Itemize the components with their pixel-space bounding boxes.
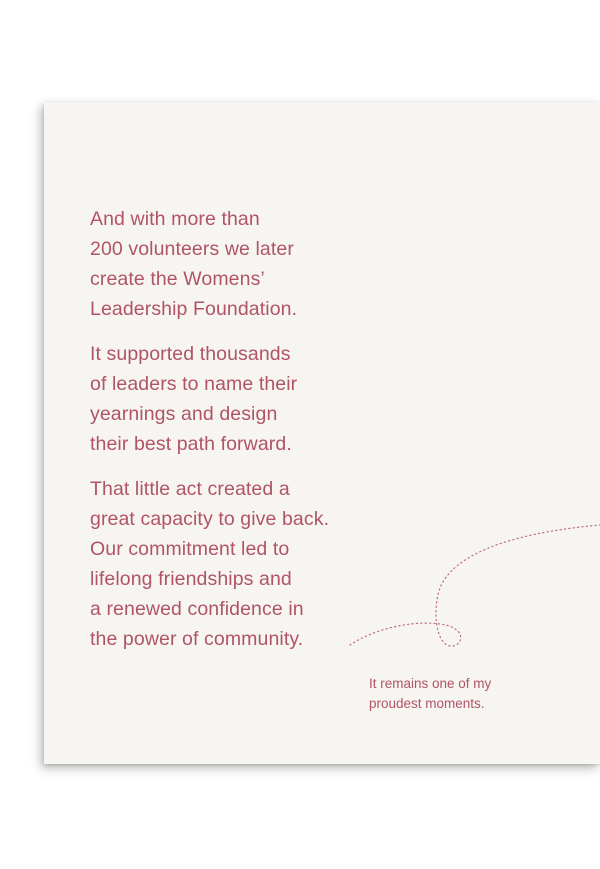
paragraph-1 bbox=[90, 204, 390, 324]
text-line: yearnings and design bbox=[90, 403, 278, 425]
body-text bbox=[90, 204, 390, 669]
note-line: It remains one of my bbox=[369, 676, 492, 691]
text-line: great capacity to give back. bbox=[90, 508, 330, 530]
paragraph-2 bbox=[90, 339, 390, 459]
text-line: create the Womens’ bbox=[90, 268, 265, 290]
text-line: Our commitment led to bbox=[90, 538, 290, 560]
text-line: That little act created a bbox=[90, 478, 290, 500]
note-line: proudest moments. bbox=[369, 696, 485, 711]
text-line: And with more than bbox=[90, 208, 260, 230]
text-line: a renewed confidence in bbox=[90, 598, 304, 620]
margin-note bbox=[369, 674, 491, 714]
text-line: of leaders to name their bbox=[90, 373, 298, 395]
text-line: their best path forward. bbox=[90, 433, 292, 455]
text-line: the power of community. bbox=[90, 628, 304, 650]
text-line: lifelong friendships and bbox=[90, 568, 292, 590]
text-line: Leadership Foundation. bbox=[90, 298, 298, 320]
text-line: 200 volunteers we later bbox=[90, 238, 294, 260]
text-line: It supported thousands bbox=[90, 343, 291, 365]
paragraph-3 bbox=[90, 474, 390, 654]
